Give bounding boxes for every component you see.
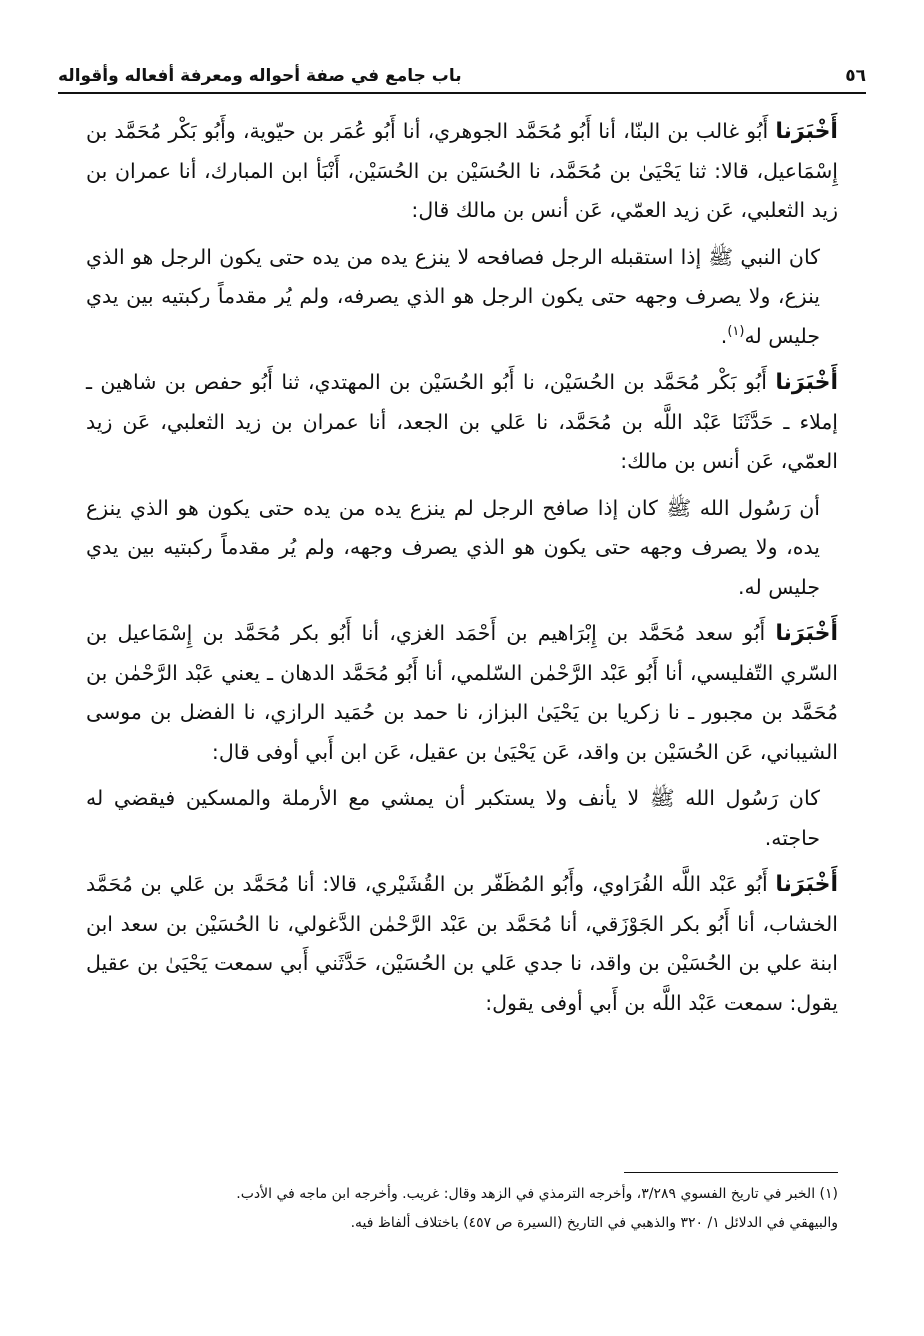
paragraph-text: أَبُو غالب بن البنّا، أنا أَبُو مُحَمَّد الجوهري، أنا أَبُو عُمَر بن حيّوية، وأَبُو بَكْر مُحَمَّد بن إِسْمَاعيل، قالا: ثنا يَحْيَىٰ بن مُحَمَّد، نا الحُسَيْن بن الحُسَيْن، أَنْبَأ ابن المبارك، أنا عمران بن زيد الثعلبي، عَن زيد العمّي، عَن أنس بن مالك قال: <box>86 119 838 222</box>
akhbarana-lead: أَخْبَرَنا <box>775 370 838 395</box>
running-title: باب جامع في صفة أحواله ومعرفة أفعاله وأقواله <box>58 66 462 86</box>
hadith-text-paragraph <box>86 489 838 608</box>
footnote-rule <box>624 1172 838 1173</box>
paragraph-text: كان رَسُول الله ﷺ لا يأنف ولا يستكبر أن يمشي مع الأرملة والمسكين فيقضي له حاجته. <box>86 786 820 850</box>
paragraph-text: كان النبي ﷺ إذا استقبله الرجل فصافحه لا ينزع يده من يده حتى يكون الرجل هو الذي ينزع، ولا يصرف وجهه حتى يكون الرجل هو الذي يصرفه، ولم يُر مقدماً ركبتيه بين يدي جليس له <box>86 244 820 348</box>
isnad-paragraph <box>86 614 838 772</box>
paragraph-text: أَبُو سعد مُحَمَّد بن إِبْرَاهيم بن أَحْمَد الغزي، أنا أَبُو بكر مُحَمَّد بن إِسْمَاعيل بن السّري التّفليسي، أنا أَبُو عَبْد الرَّحْمٰن السّلمي، أنا أَبُو مُحَمَّد الدهان ـ يعني عَبْد الرَّحْمٰن بن مُحَمَّد بن مجبور ـ نا زكريا بن يَحْيَىٰ البزاز، نا حمد بن حُمَيد الرازي، نا الفضل بن موسى الشيباني، عَن الحُسَيْن بن واقد، عَن يَحْيَىٰ بن عقيل، عَن ابن أَبي أوفى قال: <box>86 621 838 764</box>
footnote-continuation: والبيهقي في الدلائل ١/ ٣٢٠ والذهبي في التاريخ (السيرة ص ٤٥٧) باختلاف ألفاظ فيه. <box>350 1215 838 1231</box>
main-text <box>86 112 838 1030</box>
paragraph-text: أن رَسُول الله ﷺ كان إذا صافح الرجل لم ينزع يده من يده حتى يكون هو الذي ينزع يده، ولا يصرف وجهه حتى يكون هو الذي يصرف وجهه، ولم يُر مقدماً ركبتيه بين يدي جليس له. <box>86 495 820 599</box>
footnotes <box>86 1180 838 1238</box>
page-header <box>58 52 866 86</box>
header-rule <box>58 92 866 94</box>
hadith-text-paragraph <box>86 238 838 357</box>
isnad-paragraph <box>86 865 838 1023</box>
isnad-paragraph <box>86 112 838 231</box>
footnote: (١) الخبر في تاريخ الفسوي ٣/٢٨٩، وأخرجه الترمذي في الزهد وقال: غريب. وأخرجه ابن ماجه في الأدب. <box>236 1186 838 1202</box>
akhbarana-lead: أَخْبَرَنا <box>775 119 838 144</box>
paragraph-tail: . <box>720 323 728 348</box>
page-number: ٥٦ <box>845 66 866 86</box>
paragraph-text: أَبُو عَبْد اللَّه الفُرَاوي، وأَبُو المُظَفّر بن القُشَيْري، قالا: أنا مُحَمَّد بن عَلي بن مُحَمَّد الخشاب، أنا أَبُو بكر الجَوْزَقي، أنا مُحَمَّد بن عَبْد الرَّحْمٰن الدَّغولي، نا الحُسَيْن بن سعد ابن ابنة علي بن الحُسَيْن بن واقد، نا جدي عَلي بن الحُسَيْن، حَدَّثَني أَبي سمعت يَحْيَىٰ بن عقيل يقول: سمعت عَبْد اللَّه بن أَبي أوفى يقول: <box>86 872 838 1015</box>
paragraph-text: أَبُو بَكْر مُحَمَّد بن الحُسَيْن، نا أَبُو الحُسَيْن بن المهتدي، ثنا أَبُو حفص بن شاهين ـ إملاء ـ حَدَّثَنَا عَبْد اللَّه بن مُحَمَّد، نا عَلي بن الجعد، أنا عمران بن زيد الثعلبي، عَن زيد العمّي، عَن أنس بن مالك: <box>86 370 838 473</box>
footnote-marker[interactable]: (١) <box>727 323 745 339</box>
akhbarana-lead: أَخْبَرَنا <box>775 621 838 646</box>
akhbarana-lead: أَخْبَرَنا <box>775 872 838 897</box>
isnad-paragraph <box>86 363 838 482</box>
hadith-text-paragraph <box>86 779 838 858</box>
